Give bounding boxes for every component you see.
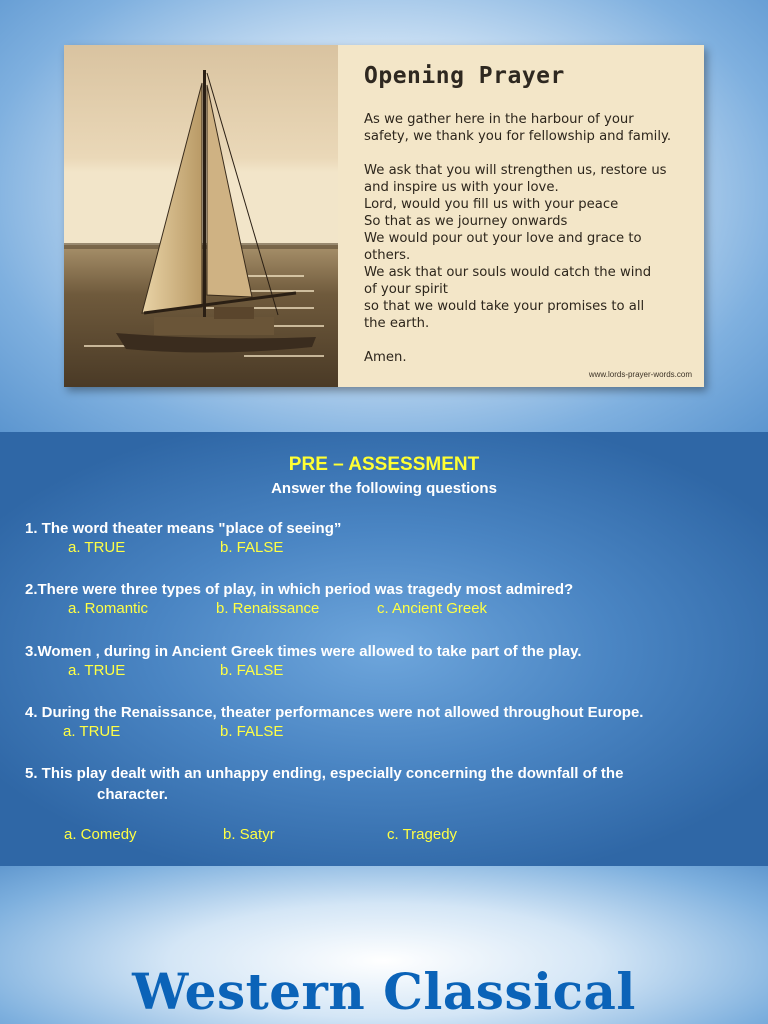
question-1-option-a[interactable]: a. TRUE bbox=[68, 539, 126, 556]
question-2-option-a[interactable]: a. Romantic bbox=[68, 600, 149, 617]
prayer-text-block bbox=[364, 63, 694, 383]
sailboat-image bbox=[64, 45, 338, 387]
prayer-title: Opening Prayer bbox=[364, 63, 565, 89]
prayer-card bbox=[64, 45, 704, 387]
slide-pre-assessment bbox=[0, 432, 768, 866]
question-4: 4. During the Renaissance, theater performances were not allowed throughout Europe. bbox=[25, 704, 644, 721]
question-3: 3.Women , during in Ancient Greek times were allowed to take part of the play. bbox=[25, 643, 582, 660]
question-2-option-c[interactable]: c. Ancient Greek bbox=[377, 600, 488, 617]
sailboat-photo bbox=[64, 45, 338, 387]
prayer-paragraph-2: We ask that you will strengthen us, restore us and inspire us with your love. Lord, would you fill us with your peace So that as we journey onwards We would pour out your love and grace to others. We ask that our souls would catch the wind of your spirit so that we would take your promises to all the earth. bbox=[364, 163, 667, 331]
question-4-option-a[interactable]: a. TRUE bbox=[63, 723, 121, 740]
prayer-paragraph-1: As we gather here in the harbour of your safety, we thank you for fellowship and family. bbox=[364, 112, 672, 144]
question-4-option-b[interactable]: b. FALSE bbox=[220, 723, 284, 740]
slide-western-classical bbox=[0, 866, 768, 1024]
question-5 bbox=[25, 763, 745, 805]
prayer-amen: Amen. bbox=[364, 350, 407, 365]
question-5-line-1: 5. This play dealt with an unhappy ending, especially concerning the downfall of the bbox=[25, 765, 624, 782]
slide-title: Western Classical bbox=[132, 962, 636, 1021]
question-2: 2.There were three types of play, in which period was tragedy most admired? bbox=[25, 581, 574, 598]
quiz-subtitle: Answer the following questions bbox=[271, 480, 497, 497]
question-3-option-a[interactable]: a. TRUE bbox=[68, 662, 126, 679]
prayer-source-url: www.lords-prayer-words.com bbox=[588, 370, 692, 379]
question-1-option-b[interactable]: b. FALSE bbox=[220, 539, 284, 556]
question-2-option-b[interactable]: b. Renaissance bbox=[216, 600, 320, 617]
question-5-line-2: character. bbox=[97, 786, 168, 803]
question-3-option-b[interactable]: b. FALSE bbox=[220, 662, 284, 679]
question-5-option-b[interactable]: b. Satyr bbox=[223, 826, 275, 843]
slide-opening-prayer bbox=[0, 0, 768, 432]
question-5-option-c[interactable]: c. Tragedy bbox=[387, 826, 458, 843]
quiz-title: PRE – ASSESSMENT bbox=[288, 454, 480, 475]
question-5-option-a[interactable]: a. Comedy bbox=[64, 826, 137, 843]
question-1: 1. The word theater means "place of seeing” bbox=[25, 520, 342, 537]
